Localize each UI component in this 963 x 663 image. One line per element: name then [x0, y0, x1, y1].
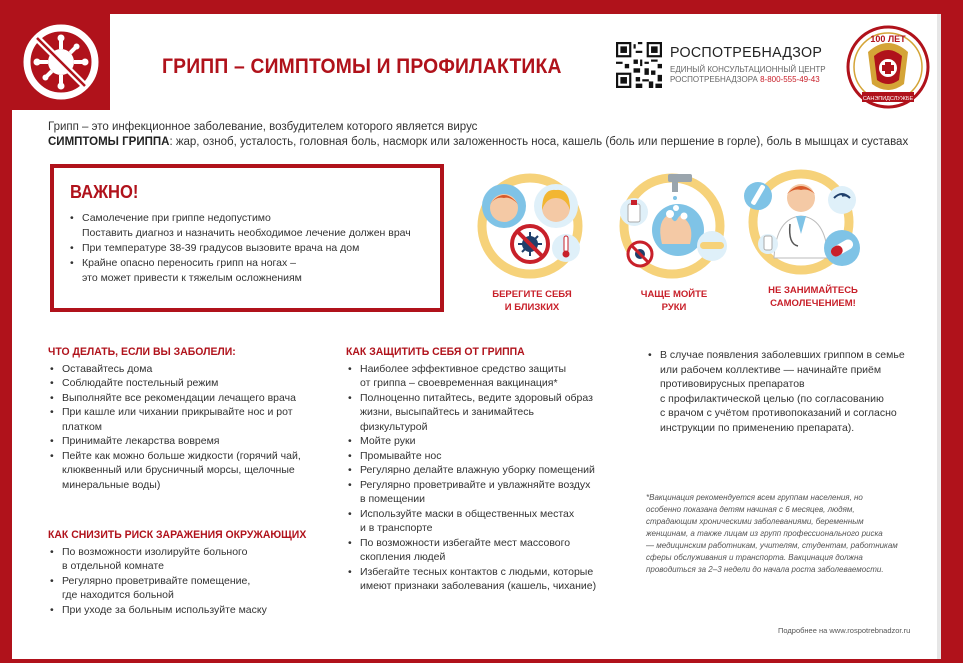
list-item: • Крайне опасно переносить грипп на ногах –: [70, 256, 424, 271]
qr-code-icon[interactable]: [616, 42, 662, 88]
list-item: противовирусных препаратов: [660, 378, 805, 390]
list-item: • Промывайте нос: [346, 449, 636, 464]
agency-block: [670, 44, 840, 85]
vaccination-footnote: *Вакцинация рекомендуется всем группам населения, но особенно показана детям начиная с 6 месяцев, людям, страдающим хроническими заболеваниями, беременным женщинам, а также лицам из групп профессионального риска — медицинским работникам, учителям, студентам, работникам сферы обслуживания и транспорта. Вакцинация должна проводиться за 2–3 недели до начала роста заболеваемости.: [646, 493, 898, 574]
svg-text:САНЭПИДСЛУЖБЕ: САНЭПИДСЛУЖБЕ: [862, 96, 914, 102]
list-item: или рабочем коллективе — начинайте приём: [660, 363, 882, 376]
intro-text: [48, 120, 908, 150]
frame-bottom: [0, 659, 963, 663]
list-item: • По возможности избегайте мест массового: [346, 536, 636, 551]
symptoms-text: : жар, озноб, усталость, головная боль, насморк или заложенность носа, кашель (боль или першение в горле), боль в мышцах и суставах: [169, 136, 909, 148]
list-item: • Мойте руки: [346, 434, 636, 449]
frame-top: [0, 0, 963, 14]
list-item: • Наиболее эффективное средство защиты: [346, 362, 636, 377]
hotline-phone[interactable]: 8-800-555-49-43: [760, 75, 820, 84]
list-item: имеют признаки заболевания (кашель, чихание): [360, 580, 597, 592]
list-item: • Регулярно проветривайте помещение,: [48, 574, 338, 589]
list-item: • При температуре 38-39 градусов вызовите врача на дом: [70, 241, 424, 256]
list-item: • В случае появления заболевших гриппом в семье: [646, 348, 936, 363]
more-info-link[interactable]: Подробнее на www.rospotrebnadzor.ru: [778, 626, 911, 635]
list-item: инструкции по применению препарата).: [660, 421, 855, 434]
list-item: • Оставайтесь дома: [48, 362, 338, 377]
list-item: • Полноценно питайтесь, ведите здоровый образ: [346, 391, 636, 406]
list-item: • Выполняйте все рекомендации лечащего врача: [48, 391, 338, 406]
svg-text:100 ЛЕТ: 100 ЛЕТ: [870, 34, 906, 44]
list-item: с профилактической целью (по согласованию: [660, 392, 884, 405]
list-item: • Соблюдайте постельный режим: [48, 376, 338, 391]
if-sick-section: [48, 345, 338, 492]
frame-right-shadow: [937, 14, 941, 663]
protect-section: [346, 345, 636, 594]
list-item: где находится больной: [62, 589, 174, 601]
family-protection-illustration: [470, 168, 590, 283]
list-item: от гриппа – своевременная вакцинация*: [360, 377, 558, 389]
list-item: • Регулярно делайте влажную уборку помещений: [346, 463, 636, 478]
agency-subtitle: ЕДИНЫЙ КОНСУЛЬТАЦИОННЫЙ ЦЕНТР РОСПОТРЕБНАДЗОРА 8-800-555-49-43: [670, 65, 826, 84]
list-item: • Используйте маски в общественных местах: [346, 507, 636, 522]
hand-washing-illustration: [612, 168, 732, 283]
intro-definition: Грипп – это инфекционное заболевание, возбудителем которого является вирус: [48, 121, 478, 133]
family-section: [646, 348, 936, 435]
no-virus-icon: [12, 14, 110, 110]
list-item: клюквенный или брусничный морсы, щелочные: [62, 464, 295, 476]
tip-wash-hands: ЧАЩЕ МОЙТЕ РУКИ: [640, 289, 708, 313]
list-item: и в транспорте: [360, 522, 433, 534]
tip-no-self-treatment: НЕ ЗАНИМАЙТЕСЬ САМОЛЕЧЕНИЕМ!: [768, 285, 858, 309]
frame-left: [0, 0, 12, 663]
tip-protect-family: БЕРЕГИТЕ СЕБЯ И БЛИЗКИХ: [492, 289, 572, 313]
list-item: • Избегайте тесных контактов с людьми, которые: [346, 565, 636, 580]
list-item: жизни, высыпайтесь и занимайтесь: [360, 406, 534, 418]
list-item: физкультурой: [360, 420, 428, 433]
list-item: • Регулярно проветривайте и увлажняйте воздух: [346, 478, 636, 493]
list-item: с врачом с учётом противопоказаний и согласно: [660, 407, 897, 419]
important-title: ВАЖНО!: [70, 182, 139, 202]
reduce-risk-heading: КАК СНИЗИТЬ РИСК ЗАРАЖЕНИЯ ОКРУЖАЮЩИХ: [48, 529, 307, 541]
important-box: [50, 164, 444, 312]
list-item: • Пейте как можно больше жидкости (горячий чай,: [48, 449, 338, 464]
list-item: в отдельной комнате: [62, 560, 164, 572]
reduce-risk-section: [48, 528, 338, 617]
frame-right: [941, 0, 963, 663]
list-item: • При уходе за больным используйте маску: [48, 603, 338, 618]
agency-name: РОСПОТРЕБНАДЗОР: [670, 44, 823, 61]
list-item: платком: [62, 420, 103, 433]
list-item: • Самолечение при гриппе недопустимо: [70, 211, 424, 226]
page-title: ГРИПП – СИМПТОМЫ И ПРОФИЛАКТИКА: [162, 55, 562, 78]
list-item: Поставить диагноз и назначить необходимое лечение должен врач: [82, 227, 411, 239]
list-item: это может привести к тяжелым осложнениям: [82, 272, 302, 284]
important-list: [70, 211, 424, 286]
list-item: • По возможности изолируйте больного: [48, 545, 338, 560]
if-sick-heading: ЧТО ДЕЛАТЬ, ЕСЛИ ВЫ ЗАБОЛЕЛИ:: [48, 346, 236, 358]
list-item: минеральные воды): [62, 478, 161, 491]
symptoms-label: СИМПТОМЫ ГРИППА: [48, 136, 170, 148]
intro-symptoms: [48, 135, 908, 150]
list-item: в помещении: [360, 493, 425, 505]
emblem-100-years-icon: [840, 22, 936, 112]
list-item: • При кашле или чихании прикрывайте нос и рот: [48, 405, 338, 420]
protect-heading: КАК ЗАЩИТИТЬ СЕБЯ ОТ ГРИППА: [346, 346, 525, 358]
list-item: скопления людей: [360, 551, 446, 563]
list-item: • Принимайте лекарства вовремя: [48, 434, 338, 449]
doctor-no-self-treatment-illustration: [738, 164, 864, 279]
